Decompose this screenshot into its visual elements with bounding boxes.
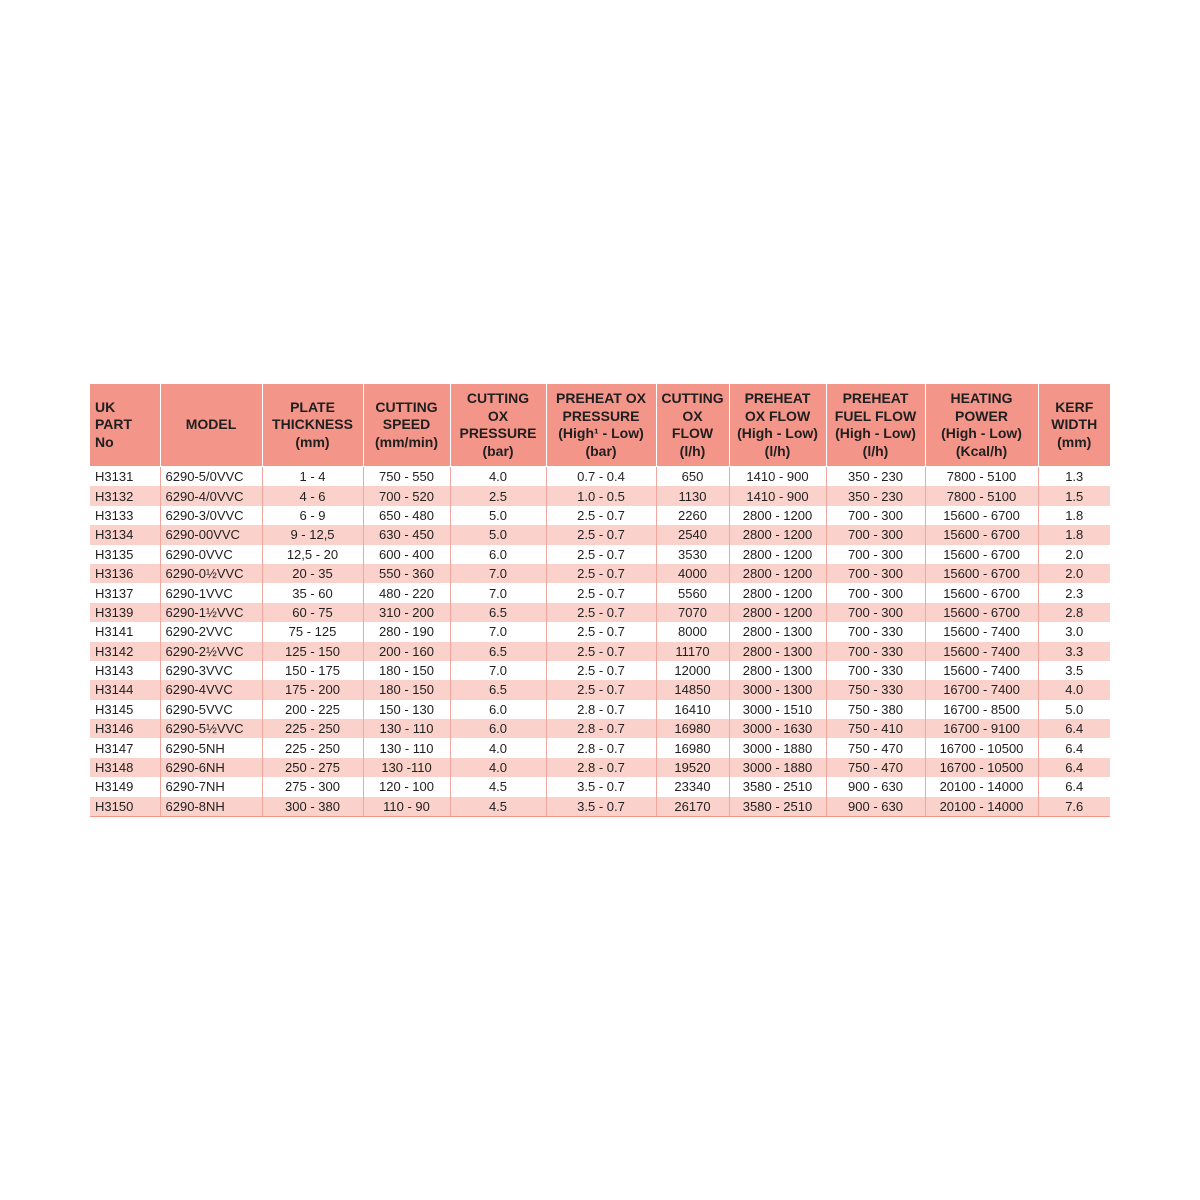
cell-heating-power: 15600 - 6700: [925, 545, 1038, 564]
cell-uk-part-no: H3133: [90, 506, 160, 525]
cell-plate-thickness: 12,5 - 20: [262, 545, 363, 564]
cell-cutting-ox-flow: 26170: [656, 797, 729, 817]
cell-cutting-ox-flow: 4000: [656, 564, 729, 583]
cell-uk-part-no: H3144: [90, 680, 160, 699]
cell-cutting-speed: 630 - 450: [363, 525, 450, 544]
cell-kerf-width: 2.8: [1038, 603, 1110, 622]
cell-kerf-width: 3.3: [1038, 642, 1110, 661]
table-body: [90, 467, 1110, 817]
cell-uk-part-no: H3150: [90, 797, 160, 817]
spec-table-container: [90, 384, 1110, 817]
cell-model: 6290-3VVC: [160, 661, 262, 680]
cell-heating-power: 15600 - 6700: [925, 583, 1038, 602]
cell-cutting-ox-pressure: 6.5: [450, 680, 546, 699]
cell-plate-thickness: 275 - 300: [262, 777, 363, 796]
cell-cutting-ox-pressure: 5.0: [450, 506, 546, 525]
cell-heating-power: 15600 - 6700: [925, 603, 1038, 622]
cell-preheat-ox-pressure: 2.5 - 0.7: [546, 506, 656, 525]
cell-preheat-ox-pressure: 2.5 - 0.7: [546, 545, 656, 564]
cell-cutting-ox-pressure: 6.5: [450, 603, 546, 622]
column-header-line: PREHEAT OX: [556, 390, 646, 406]
cell-kerf-width: 2.0: [1038, 564, 1110, 583]
cell-model: 6290-5NH: [160, 738, 262, 757]
cell-cutting-ox-flow: 1130: [656, 486, 729, 505]
cell-preheat-ox-pressure: 2.5 - 0.7: [546, 680, 656, 699]
cell-heating-power: 16700 - 7400: [925, 680, 1038, 699]
cell-preheat-ox-pressure: 0.7 - 0.4: [546, 467, 656, 487]
cell-plate-thickness: 60 - 75: [262, 603, 363, 622]
column-header-line: OX FLOW: [744, 407, 811, 424]
cell-cutting-speed: 650 - 480: [363, 506, 450, 525]
cell-kerf-width: 7.6: [1038, 797, 1110, 817]
cell-plate-thickness: 125 - 150: [262, 642, 363, 661]
cell-preheat-ox-pressure: 2.8 - 0.7: [546, 738, 656, 757]
cell-heating-power: 20100 - 14000: [925, 797, 1038, 817]
column-header-line: (High¹ - Low): [558, 425, 644, 441]
column-header-line: (Kcal/h): [955, 442, 1008, 459]
cell-kerf-width: 6.4: [1038, 758, 1110, 777]
cell-kerf-width: 1.5: [1038, 486, 1110, 505]
cell-model: 6290-4VVC: [160, 680, 262, 699]
cell-preheat-fuel-flow: 700 - 330: [826, 642, 925, 661]
column-header-preheat-ox-flow: [729, 384, 826, 467]
cell-heating-power: 15600 - 7400: [925, 622, 1038, 641]
cell-preheat-fuel-flow: 750 - 470: [826, 758, 925, 777]
cell-cutting-ox-pressure: 4.0: [450, 738, 546, 757]
cell-preheat-ox-flow: 3000 - 1300: [729, 680, 826, 699]
column-header-line: (High - Low): [737, 425, 818, 441]
cell-plate-thickness: 35 - 60: [262, 583, 363, 602]
cell-preheat-ox-pressure: 1.0 - 0.5: [546, 486, 656, 505]
cell-kerf-width: 1.3: [1038, 467, 1110, 487]
column-header-line: (mm/min): [375, 433, 438, 450]
cell-cutting-ox-pressure: 6.0: [450, 545, 546, 564]
cell-uk-part-no: H3137: [90, 583, 160, 602]
cutting-nozzle-spec-table: [90, 384, 1110, 817]
column-header-line: CUTTING: [375, 398, 438, 415]
cell-cutting-ox-pressure: 7.0: [450, 564, 546, 583]
cell-heating-power: 16700 - 8500: [925, 700, 1038, 719]
cell-cutting-ox-pressure: 4.5: [450, 797, 546, 817]
cell-cutting-ox-flow: 7070: [656, 603, 729, 622]
column-header-line: (bar): [585, 442, 617, 459]
cell-preheat-ox-flow: 2800 - 1300: [729, 642, 826, 661]
cell-plate-thickness: 20 - 35: [262, 564, 363, 583]
column-header-line: CUTTING: [661, 390, 724, 406]
column-header-line: (High - Low): [835, 425, 916, 441]
cell-cutting-speed: 180 - 150: [363, 680, 450, 699]
table-row: [90, 797, 1110, 817]
cell-cutting-ox-flow: 2260: [656, 506, 729, 525]
table-row: [90, 525, 1110, 544]
cell-model: 6290-5VVC: [160, 700, 262, 719]
cell-uk-part-no: H3143: [90, 661, 160, 680]
cell-model: 6290-5/0VVC: [160, 467, 262, 487]
cell-preheat-ox-pressure: 2.8 - 0.7: [546, 758, 656, 777]
cell-model: 6290-8NH: [160, 797, 262, 817]
column-header-line: FLOW: [671, 425, 714, 441]
cell-preheat-ox-flow: 3000 - 1510: [729, 700, 826, 719]
cell-model: 6290-00VVC: [160, 525, 262, 544]
cell-cutting-speed: 200 - 160: [363, 642, 450, 661]
cell-cutting-ox-flow: 8000: [656, 622, 729, 641]
cell-cutting-ox-flow: 5560: [656, 583, 729, 602]
cell-preheat-ox-pressure: 2.8 - 0.7: [546, 700, 656, 719]
cell-cutting-speed: 130 - 110: [363, 719, 450, 738]
cell-plate-thickness: 225 - 250: [262, 719, 363, 738]
column-header-line: THICKNESS: [272, 416, 353, 433]
cell-preheat-ox-flow: 3580 - 2510: [729, 797, 826, 817]
cell-plate-thickness: 250 - 275: [262, 758, 363, 777]
cell-cutting-ox-pressure: 4.5: [450, 777, 546, 796]
cell-cutting-ox-flow: 650: [656, 467, 729, 487]
column-header-line: (mm): [295, 433, 330, 450]
table-row: [90, 506, 1110, 525]
cell-preheat-ox-flow: 1410 - 900: [729, 486, 826, 505]
column-header-line: PREHEAT: [842, 390, 909, 406]
cell-preheat-ox-flow: 2800 - 1200: [729, 525, 826, 544]
cell-preheat-fuel-flow: 350 - 230: [826, 486, 925, 505]
cell-heating-power: 7800 - 5100: [925, 486, 1038, 505]
cell-preheat-fuel-flow: 700 - 330: [826, 661, 925, 680]
table-row: [90, 486, 1110, 505]
column-header-preheat-fuel-flow: [826, 384, 925, 467]
column-header-line: (mm): [1057, 433, 1092, 450]
cell-cutting-speed: 130 - 110: [363, 738, 450, 757]
table-row: [90, 719, 1110, 738]
cell-preheat-fuel-flow: 700 - 330: [826, 622, 925, 641]
column-header-line: FUEL FLOW: [834, 407, 917, 424]
cell-plate-thickness: 4 - 6: [262, 486, 363, 505]
cell-uk-part-no: H3142: [90, 642, 160, 661]
cell-cutting-speed: 550 - 360: [363, 564, 450, 583]
cell-kerf-width: 6.4: [1038, 738, 1110, 757]
cell-model: 6290-2VVC: [160, 622, 262, 641]
cell-cutting-ox-flow: 12000: [656, 661, 729, 680]
cell-cutting-speed: 480 - 220: [363, 583, 450, 602]
cell-uk-part-no: H3134: [90, 525, 160, 544]
cell-preheat-fuel-flow: 700 - 300: [826, 583, 925, 602]
cell-preheat-fuel-flow: 700 - 300: [826, 603, 925, 622]
cell-uk-part-no: H3147: [90, 738, 160, 757]
table-row: [90, 467, 1110, 487]
cell-kerf-width: 3.0: [1038, 622, 1110, 641]
cell-plate-thickness: 9 - 12,5: [262, 525, 363, 544]
cell-preheat-ox-flow: 3000 - 1630: [729, 719, 826, 738]
cell-preheat-fuel-flow: 900 - 630: [826, 797, 925, 817]
table-row: [90, 564, 1110, 583]
cell-preheat-ox-pressure: 3.5 - 0.7: [546, 797, 656, 817]
cell-kerf-width: 5.0: [1038, 700, 1110, 719]
cell-preheat-ox-flow: 2800 - 1200: [729, 545, 826, 564]
cell-cutting-speed: 280 - 190: [363, 622, 450, 641]
table-row: [90, 758, 1110, 777]
cell-cutting-speed: 110 - 90: [363, 797, 450, 817]
cell-model: 6290-1VVC: [160, 583, 262, 602]
cell-cutting-ox-flow: 14850: [656, 680, 729, 699]
cell-cutting-ox-pressure: 4.0: [450, 758, 546, 777]
cell-model: 6290-7NH: [160, 777, 262, 796]
column-header-uk-part-no: [90, 384, 160, 467]
cell-cutting-ox-flow: 16980: [656, 738, 729, 757]
cell-preheat-ox-pressure: 2.5 - 0.7: [546, 642, 656, 661]
table-row: [90, 661, 1110, 680]
cell-cutting-ox-pressure: 4.0: [450, 467, 546, 487]
cell-preheat-fuel-flow: 750 - 330: [826, 680, 925, 699]
cell-preheat-ox-pressure: 2.5 - 0.7: [546, 525, 656, 544]
cell-heating-power: 15600 - 7400: [925, 661, 1038, 680]
cell-preheat-fuel-flow: 350 - 230: [826, 467, 925, 487]
cell-model: 6290-4/0VVC: [160, 486, 262, 505]
cell-heating-power: 15600 - 6700: [925, 525, 1038, 544]
column-header-line: (l/h): [764, 442, 791, 459]
cell-kerf-width: 3.5: [1038, 661, 1110, 680]
column-header-line: HEATING: [950, 390, 1013, 406]
cell-preheat-ox-pressure: 2.5 - 0.7: [546, 564, 656, 583]
cell-cutting-ox-pressure: 5.0: [450, 525, 546, 544]
cell-uk-part-no: H3135: [90, 545, 160, 564]
cell-cutting-speed: 700 - 520: [363, 486, 450, 505]
cell-preheat-fuel-flow: 900 - 630: [826, 777, 925, 796]
cell-uk-part-no: H3141: [90, 622, 160, 641]
column-header-kerf-width: [1038, 384, 1110, 467]
table-row: [90, 583, 1110, 602]
cell-uk-part-no: H3131: [90, 467, 160, 487]
cell-plate-thickness: 300 - 380: [262, 797, 363, 817]
cell-kerf-width: 1.8: [1038, 506, 1110, 525]
column-header-line: (bar): [482, 442, 514, 459]
table-row: [90, 603, 1110, 622]
column-header-cutting-speed: [363, 384, 450, 467]
cell-uk-part-no: H3149: [90, 777, 160, 796]
cell-cutting-speed: 600 - 400: [363, 545, 450, 564]
cell-heating-power: 7800 - 5100: [925, 467, 1038, 487]
table-row: [90, 642, 1110, 661]
cell-cutting-ox-pressure: 6.5: [450, 642, 546, 661]
cell-kerf-width: 2.0: [1038, 545, 1110, 564]
column-header-line: (High - Low): [941, 425, 1022, 441]
cell-model: 6290-3/0VVC: [160, 506, 262, 525]
cell-heating-power: 16700 - 10500: [925, 738, 1038, 757]
cell-heating-power: 16700 - 9100: [925, 719, 1038, 738]
cell-preheat-ox-flow: 3000 - 1880: [729, 758, 826, 777]
cell-preheat-ox-flow: 2800 - 1200: [729, 603, 826, 622]
cell-heating-power: 15600 - 7400: [925, 642, 1038, 661]
cell-preheat-ox-flow: 3000 - 1880: [729, 738, 826, 757]
cell-kerf-width: 6.4: [1038, 719, 1110, 738]
cell-cutting-speed: 310 - 200: [363, 603, 450, 622]
cell-cutting-ox-pressure: 7.0: [450, 583, 546, 602]
cell-kerf-width: 4.0: [1038, 680, 1110, 699]
cell-preheat-ox-flow: 2800 - 1300: [729, 661, 826, 680]
cell-model: 6290-0½VVC: [160, 564, 262, 583]
cell-cutting-ox-flow: 3530: [656, 545, 729, 564]
column-header-line: CUTTING: [466, 390, 530, 406]
column-header-line: PART: [95, 416, 133, 433]
table-row: [90, 545, 1110, 564]
column-header-cutting-ox-flow: [656, 384, 729, 467]
cell-plate-thickness: 75 - 125: [262, 622, 363, 641]
cell-model: 6290-0VVC: [160, 545, 262, 564]
column-header-line: PRESSURE: [459, 425, 537, 441]
cell-cutting-ox-flow: 16410: [656, 700, 729, 719]
column-header-line: (l/h): [862, 442, 889, 459]
cell-cutting-speed: 180 - 150: [363, 661, 450, 680]
column-header-line: KERF: [1055, 398, 1094, 415]
cell-model: 6290-6NH: [160, 758, 262, 777]
cell-uk-part-no: H3132: [90, 486, 160, 505]
column-header-model: [160, 384, 262, 467]
cell-cutting-ox-pressure: 6.0: [450, 719, 546, 738]
cell-preheat-ox-flow: 3580 - 2510: [729, 777, 826, 796]
cell-plate-thickness: 225 - 250: [262, 738, 363, 757]
column-header-line: MODEL: [185, 416, 237, 433]
table-header: [90, 384, 1110, 467]
cell-plate-thickness: 150 - 175: [262, 661, 363, 680]
header-row: [90, 384, 1110, 467]
cell-uk-part-no: H3136: [90, 564, 160, 583]
cell-plate-thickness: 6 - 9: [262, 506, 363, 525]
cell-heating-power: 20100 - 14000: [925, 777, 1038, 796]
cell-model: 6290-2½VVC: [160, 642, 262, 661]
cell-heating-power: 16700 - 10500: [925, 758, 1038, 777]
cell-cutting-ox-flow: 2540: [656, 525, 729, 544]
cell-preheat-ox-flow: 2800 - 1200: [729, 564, 826, 583]
cell-kerf-width: 2.3: [1038, 583, 1110, 602]
cell-preheat-ox-pressure: 2.5 - 0.7: [546, 661, 656, 680]
column-header-cutting-ox-pressure: [450, 384, 546, 467]
cell-uk-part-no: H3139: [90, 603, 160, 622]
cell-preheat-ox-flow: 2800 - 1200: [729, 506, 826, 525]
cell-preheat-fuel-flow: 700 - 300: [826, 525, 925, 544]
cell-preheat-ox-flow: 2800 - 1300: [729, 622, 826, 641]
cell-kerf-width: 6.4: [1038, 777, 1110, 796]
cell-cutting-ox-pressure: 6.0: [450, 700, 546, 719]
cell-uk-part-no: H3145: [90, 700, 160, 719]
table-row: [90, 680, 1110, 699]
cell-cutting-ox-pressure: 7.0: [450, 661, 546, 680]
column-header-line: No: [95, 433, 114, 450]
cell-cutting-ox-flow: 11170: [656, 642, 729, 661]
cell-preheat-fuel-flow: 750 - 470: [826, 738, 925, 757]
cell-plate-thickness: 200 - 225: [262, 700, 363, 719]
cell-preheat-ox-pressure: 2.5 - 0.7: [546, 603, 656, 622]
cell-cutting-speed: 130 -110: [363, 758, 450, 777]
cell-preheat-fuel-flow: 700 - 300: [826, 545, 925, 564]
column-header-line: OX: [682, 407, 703, 424]
cell-cutting-ox-pressure: 7.0: [450, 622, 546, 641]
column-header-line: (l/h): [679, 442, 706, 459]
column-header-line: POWER: [955, 407, 1008, 424]
cell-preheat-ox-pressure: 2.5 - 0.7: [546, 622, 656, 641]
column-header-line: PLATE: [290, 398, 335, 415]
cell-uk-part-no: H3148: [90, 758, 160, 777]
cell-preheat-fuel-flow: 750 - 410: [826, 719, 925, 738]
table-row: [90, 622, 1110, 641]
column-header-line: PRESSURE: [562, 407, 640, 424]
cell-heating-power: 15600 - 6700: [925, 564, 1038, 583]
column-header-line: OX: [487, 407, 509, 424]
cell-preheat-ox-flow: 1410 - 900: [729, 467, 826, 487]
cell-heating-power: 15600 - 6700: [925, 506, 1038, 525]
cell-cutting-speed: 750 - 550: [363, 467, 450, 487]
table-row: [90, 777, 1110, 796]
column-header-line: UK: [95, 398, 116, 415]
cell-preheat-ox-pressure: 2.5 - 0.7: [546, 583, 656, 602]
cell-cutting-ox-pressure: 2.5: [450, 486, 546, 505]
column-header-plate-thickness: [262, 384, 363, 467]
column-header-line: PREHEAT: [744, 390, 811, 406]
cell-model: 6290-5½VVC: [160, 719, 262, 738]
cell-plate-thickness: 1 - 4: [262, 467, 363, 487]
cell-cutting-speed: 120 - 100: [363, 777, 450, 796]
cell-cutting-ox-flow: 16980: [656, 719, 729, 738]
column-header-line: WIDTH: [1051, 416, 1098, 433]
cell-plate-thickness: 175 - 200: [262, 680, 363, 699]
cell-kerf-width: 1.8: [1038, 525, 1110, 544]
cell-uk-part-no: H3146: [90, 719, 160, 738]
cell-cutting-speed: 150 - 130: [363, 700, 450, 719]
cell-cutting-ox-flow: 19520: [656, 758, 729, 777]
cell-preheat-ox-pressure: 3.5 - 0.7: [546, 777, 656, 796]
column-header-line: SPEED: [382, 416, 431, 433]
cell-preheat-fuel-flow: 750 - 380: [826, 700, 925, 719]
cell-preheat-fuel-flow: 700 - 300: [826, 564, 925, 583]
cell-model: 6290-1½VVC: [160, 603, 262, 622]
table-row: [90, 700, 1110, 719]
cell-preheat-ox-pressure: 2.8 - 0.7: [546, 719, 656, 738]
cell-cutting-ox-flow: 23340: [656, 777, 729, 796]
column-header-heating-power: [925, 384, 1038, 467]
column-header-preheat-ox-pressure: [546, 384, 656, 467]
cell-preheat-ox-flow: 2800 - 1200: [729, 583, 826, 602]
table-row: [90, 738, 1110, 757]
cell-preheat-fuel-flow: 700 - 300: [826, 506, 925, 525]
